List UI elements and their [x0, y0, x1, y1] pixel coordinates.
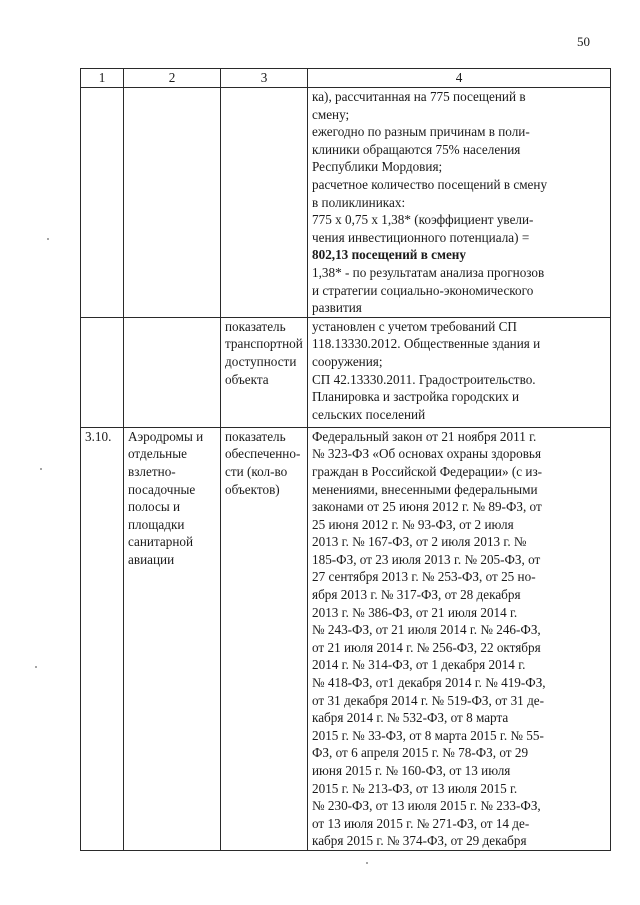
text-line: 25 июня 2012 г. № 93-ФЗ, от 2 июля: [312, 516, 514, 532]
text-line: граждан в Российской Федерации» (с из-: [312, 463, 543, 479]
row-a-col-4: [308, 88, 611, 318]
row-b-col-3: [221, 317, 308, 427]
text-line: 2013 г. № 167-ФЗ, от 2 июля 2013 г. №: [312, 534, 527, 550]
text-line: отдельные: [128, 446, 187, 462]
text-line: развития: [312, 300, 362, 316]
text-line: 185-ФЗ, от 23 июля 2013 г. № 205-ФЗ, от: [312, 551, 541, 567]
row-a-col-1: [81, 88, 124, 318]
text-line: смену;: [312, 106, 350, 122]
scan-speck: [35, 666, 37, 668]
row-c-col-2: [124, 427, 221, 850]
text-line: в поликлиниках:: [312, 194, 406, 210]
row-b-col-4: [308, 317, 611, 427]
text-line: посадочные: [128, 481, 196, 497]
text-line: СП 42.13330.2011. Градостроительство.: [312, 371, 536, 387]
text-line: 775 х 0,75 х 1,38* (коэффициент увели-: [312, 212, 534, 228]
text-line: 118.13330.2012. Общественные здания и: [312, 336, 541, 352]
text-line: кабря 2015 г. № 374-ФЗ, от 29 декабря: [312, 833, 527, 849]
text-line: ка), рассчитанная на 775 посещений в: [312, 89, 526, 104]
row-c-col-4: [308, 427, 611, 850]
row-a-col-2: [124, 88, 221, 318]
text-line: площадки: [128, 516, 185, 532]
text-line: клиники обращаются 75% населения: [312, 141, 521, 157]
text-line: кабря 2014 г. № 532-ФЗ, от 8 марта: [312, 710, 509, 726]
text-line: от 21 июля 2014 г. № 256-ФЗ, 22 октября: [312, 639, 541, 655]
table-row: [81, 427, 611, 850]
text-line: сельских поселений: [312, 406, 426, 422]
header-col-1: 1: [81, 69, 124, 88]
text-line: доступности: [225, 353, 297, 369]
document-table: [80, 68, 611, 851]
row-c-number: 3.10.: [81, 427, 124, 850]
text-line: установлен с учетом требований СП: [312, 318, 517, 334]
text-line: 2014 г. № 314-ФЗ, от 1 декабря 2014 г.: [312, 657, 526, 673]
text-line: показатель: [225, 318, 286, 334]
text-line: от 13 июля 2015 г. № 271-ФЗ, от 14 де-: [312, 815, 530, 831]
text-line: сооружения;: [312, 353, 383, 369]
text-line: 2015 г. № 213-ФЗ, от 13 июля 2015 г.: [312, 780, 518, 796]
scan-speck: [47, 238, 49, 240]
text-line: 1,38* - по результатам анализа прогнозов: [312, 264, 545, 280]
text-line: ября 2013 г. № 317-ФЗ, от 28 декабря: [312, 587, 521, 603]
scan-speck: [366, 862, 368, 864]
header-col-2: 2: [124, 69, 221, 88]
scan-speck: [40, 468, 42, 470]
text-line: ФЗ, от 6 апреля 2015 г. № 78-ФЗ, от 29: [312, 745, 529, 761]
text-line: сти (кол-во: [225, 463, 288, 479]
row-b-col-1: [81, 317, 124, 427]
table-header-row: [81, 69, 611, 88]
table-row: [81, 88, 611, 318]
text-line: санитарной: [128, 534, 194, 550]
text-line: объекта: [225, 371, 269, 387]
header-col-3: 3: [221, 69, 308, 88]
text-line: Федеральный закон от 21 ноября 2011 г.: [312, 428, 537, 444]
text-line: объектов): [225, 481, 280, 497]
text-line: транспортной: [225, 336, 303, 352]
page-number: 50: [577, 34, 590, 49]
text-line: 2015 г. № 33-ФЗ, от 8 марта 2015 г. № 55-: [312, 727, 544, 743]
text-line: взлетно-: [128, 463, 176, 479]
text-line: показатель: [225, 428, 286, 444]
header-col-4: 4: [308, 69, 611, 88]
text-line: 2013 г. № 386-ФЗ, от 21 июля 2014 г.: [312, 604, 518, 620]
text-line: 27 сентября 2013 г. № 253-ФЗ, от 25 но-: [312, 569, 536, 585]
text-line: чения инвестиционного потенциала) =: [312, 229, 530, 245]
text-line: обеспеченно-: [225, 446, 301, 462]
text-line: июня 2015 г. № 160-ФЗ, от 13 июля: [312, 763, 511, 778]
text-line: полосы и: [128, 499, 181, 515]
text-line: от 31 декабря 2014 г. № 519-ФЗ, от 31 де-: [312, 692, 545, 708]
text-line: Аэродромы и: [128, 428, 204, 444]
text-line: № 418-ФЗ, от1 декабря 2014 г. № 419-ФЗ,: [312, 675, 546, 691]
text-line: Планировка и застройка городских и: [312, 389, 520, 405]
text-line: № 243-ФЗ, от 21 июля 2014 г. № 246-ФЗ,: [312, 622, 541, 638]
row-c-col-3: [221, 427, 308, 850]
text-line: менениями, внесенными федеральными: [312, 481, 538, 497]
row-b-col-2: [124, 317, 221, 427]
text-line: законами от 25 июня 2012 г. № 89-ФЗ, от: [312, 499, 542, 515]
text-line: авиации: [128, 551, 175, 567]
text-line: расчетное количество посещений в смену: [312, 176, 548, 192]
text-line: ежегодно по разным причинам в поли-: [312, 124, 530, 140]
text-line: Республики Мордовия;: [312, 159, 443, 175]
table-row: [81, 317, 611, 427]
row-a-col-3: [221, 88, 308, 318]
bold-result-line: 802,13 посещений в смену: [312, 247, 467, 263]
text-line: № 323-ФЗ «Об основах охраны здоровья: [312, 446, 542, 462]
text-line: № 230-ФЗ, от 13 июля 2015 г. № 233-ФЗ,: [312, 798, 541, 814]
text-line: и стратегии социально-экономического: [312, 282, 534, 298]
